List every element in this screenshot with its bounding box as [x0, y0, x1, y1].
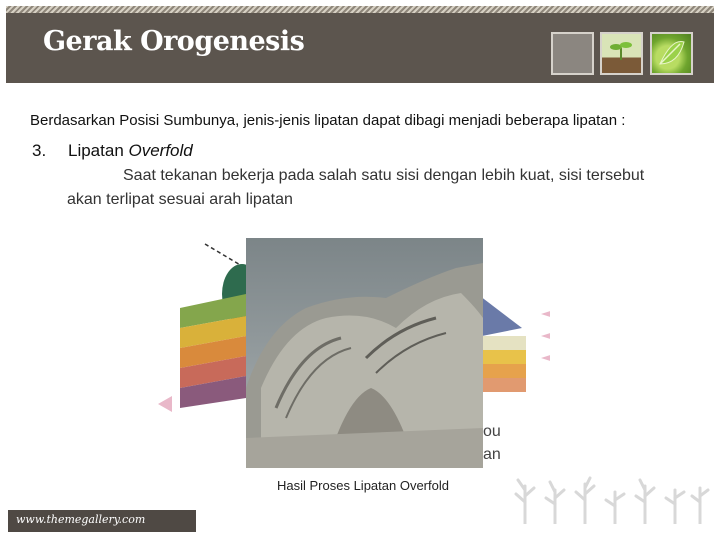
heading-plain: Lipatan — [68, 141, 129, 160]
heading-emphasis: Overfold — [128, 141, 193, 160]
plant-silhouette-decoration — [510, 468, 710, 524]
header-stripe — [6, 6, 714, 13]
diagram-text-fragment: ou — [483, 423, 501, 440]
list-item-heading — [68, 141, 193, 161]
intro-text: Berdasarkan Posisi Sumbunya, jenis-jenis lipatan dapat dibagi menjadi beberapa lipatan : — [30, 112, 626, 129]
list-number: 3. — [32, 141, 47, 160]
green-leaf-icon — [650, 32, 693, 75]
diagram-text-fragment: an — [483, 446, 501, 463]
slide-title: Gerak Orogenesis — [43, 26, 305, 57]
sprout-in-soil-icon — [600, 32, 643, 75]
gray-square-thumbnail-icon — [551, 32, 594, 75]
slide-header — [0, 0, 720, 86]
footer-url: www.themegallery.com — [16, 513, 146, 526]
figure-caption: Hasil Proses Lipatan Overfold — [277, 478, 449, 493]
description-text: Saat tekanan bekerja pada salah satu sisi dengan lebih kuat, sisi tersebut akan terlipat sesuai arah lipatan — [67, 167, 645, 208]
rock-fold-photo — [246, 238, 483, 468]
